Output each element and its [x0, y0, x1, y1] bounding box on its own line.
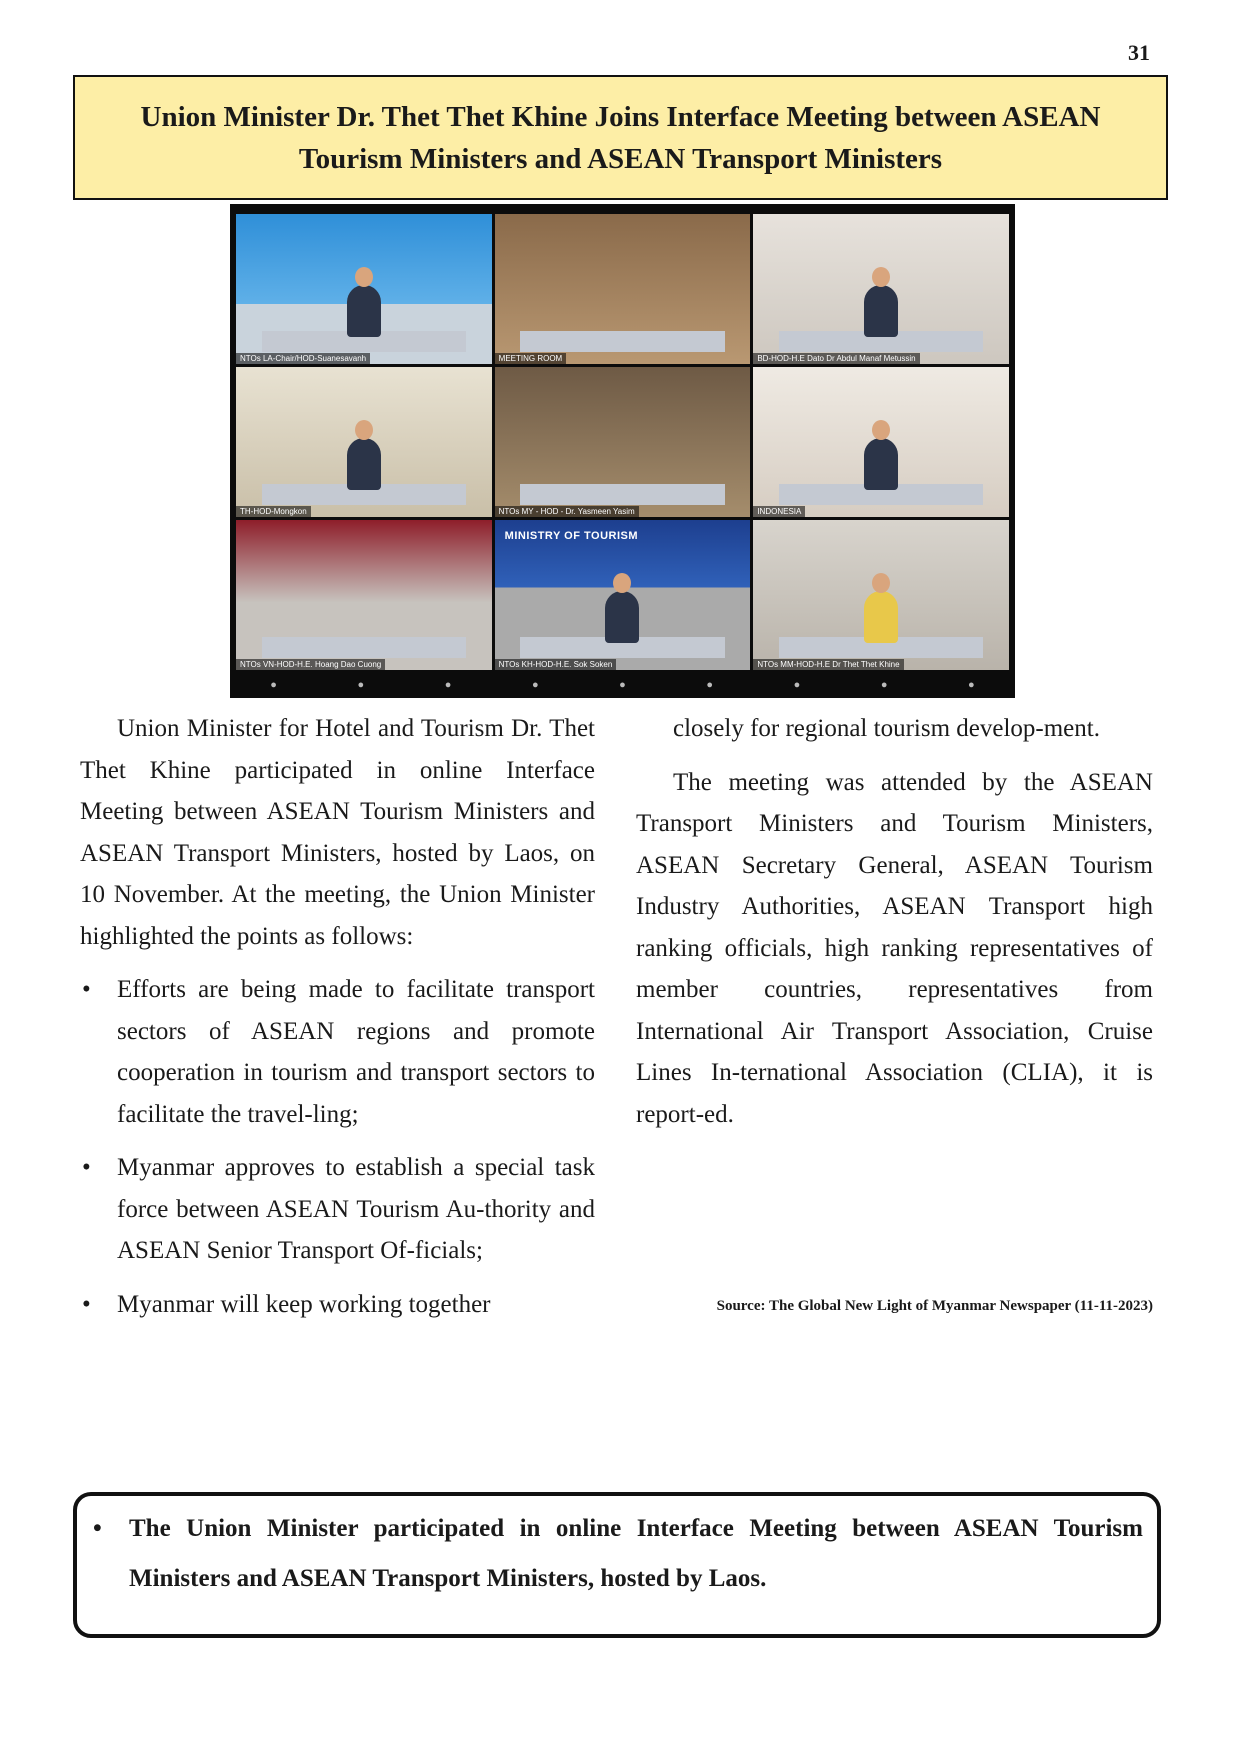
video-tile: [753, 367, 1009, 517]
microphone-icon: ●: [270, 679, 277, 691]
video-tile: [236, 367, 492, 517]
tile-caption: BD-HOD-H.E Dato Dr Abdul Manaf Metussin: [753, 353, 919, 364]
article-title: [73, 75, 1168, 200]
record-icon: ●: [619, 679, 626, 691]
participants-icon: ●: [357, 679, 365, 691]
video-tile: [495, 214, 751, 364]
title-line-1: Union Minister Dr. Thet Thet Khine Joins Interface Meeting between ASEAN: [140, 100, 1101, 133]
attendance-paragraph: The meeting was attended by the ASEAN Transport Ministers and Tourism Ministers, ASEAN Secretary General, ASEAN Tourism Industry Authorities, ASEAN Transport high ranking officials, high ranking representatives of member countries, representatives from International Air Transport Association, Cruise Lines In-ternational Association (CLIA), it is report-ed.: [636, 768, 1153, 1128]
video-toolbar: [230, 672, 1015, 698]
video-tile: [236, 214, 492, 364]
tile-caption: TH-HOD-Mongkon: [236, 506, 311, 517]
tile-banner: MINISTRY OF TOURISM: [504, 530, 639, 542]
list-item: • Myanmar will keep working together: [80, 1284, 595, 1326]
summary-text: The Union Minister participated in online Interface Meeting between ASEAN Tourism Ministers and ASEAN Transport Ministers, hosted by Laos.: [129, 1515, 1143, 1592]
tile-caption: NTOs MY - HOD - Dr. Yasmeen Yasim: [495, 506, 639, 517]
list-item: • Efforts are being made to facilitate transport sectors of ASEAN regions and promote cooperation in tourism and transport sectors to facilitate the travel-ling;: [80, 969, 595, 1135]
video-tile: [753, 520, 1009, 670]
title-line-2: Tourism Ministers and ASEAN Transport Ministers: [298, 142, 943, 175]
tile-caption: NTOs MM-HOD-H.E Dr Thet Thet Khine: [753, 659, 903, 670]
meeting-photo: [230, 204, 1015, 698]
continuation-text: closely for regional tourism develop-ment.: [673, 715, 1100, 742]
video-tile: [495, 367, 751, 517]
right-column: [636, 708, 1153, 1147]
video-tile: [236, 520, 492, 670]
bullet-icon: •: [93, 1515, 102, 1542]
tile-caption: NTOs VN-HOD-H.E. Hoang Dao Cuong: [236, 659, 385, 670]
video-tile: [495, 520, 751, 670]
summary-box: [73, 1492, 1161, 1638]
left-column: [80, 708, 595, 1337]
tile-caption: NTOs LA-Chair/HOD-Suanesavanh: [236, 353, 370, 364]
reactions-icon: ●: [793, 679, 801, 691]
points-list: [80, 969, 595, 1325]
video-tile: [753, 214, 1009, 364]
list-item: • Myanmar approves to establish a special task force between ASEAN Tourism Au-thority and ASEAN Senior Transport Of-ficials;: [80, 1147, 595, 1272]
tile-caption: MEETING ROOM: [495, 353, 567, 364]
whiteboard-icon: ●: [968, 679, 975, 691]
captions-icon: ●: [706, 679, 714, 691]
chat-icon: ●: [444, 679, 452, 691]
apps-icon: ●: [880, 679, 888, 691]
tile-caption: INDONESIA: [753, 506, 805, 517]
source-citation: Source: The Global New Light of Myanmar Newspaper (11-11-2023): [716, 1298, 1153, 1314]
video-conference-grid: [236, 214, 1009, 670]
tile-caption: NTOs KH-HOD-H.E. Sok Soken: [495, 659, 617, 670]
page-number: 31: [1128, 40, 1150, 65]
intro-paragraph: Union Minister for Hotel and Tourism Dr. Thet Thet Khine participated in online Interface Meeting between ASEAN Tourism Ministers and ASEAN Transport Ministers, hosted by Laos, on 10 November. At the meeting, the Union Minister highlighted the points as follows:: [80, 715, 595, 950]
share-icon: ●: [531, 679, 539, 691]
